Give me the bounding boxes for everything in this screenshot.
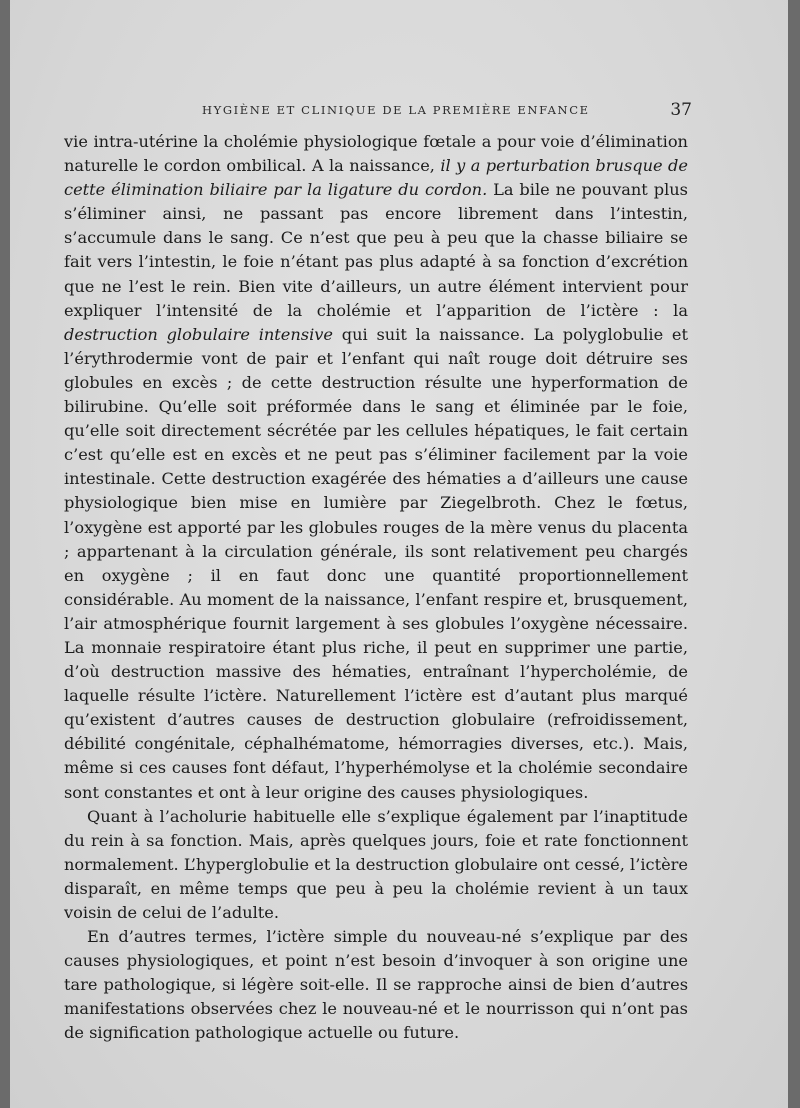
book-page — [10, 0, 788, 1108]
running-title: HYGIÈNE ET CLINIQUE DE LA PREMIÈRE ENFANCE — [202, 103, 590, 117]
text-run: vie intra-utérine la cholémie physiologique fœtale a pour voie d’élimination naturelle le cordon ombilical. A la naissance, — [64, 132, 688, 176]
text-run: qui suit la naissance. La polyglobulie et l’érythrodermie vont de pair et l’enfant qui naît rouge doit détruire ses globules en excès ; de cette destruction résulte une hyperformation de bilirubine. Qu’elle soit préformée dans le sang et éliminée par le foie, qu’elle soit directement sécrétée par les cellules hépatiques, le fait certain c’est qu’elle est en excès et ne peut pas s’éliminer facilement par la voie intestinale. Cette destruction exagérée des hématies a d’ailleurs une cause physiologique bien mise en lumière par Ziegelbroth. Chez le fœtus, l’oxygène est apporté par les globules rouges de la mère venus du placenta ; appartenant à la circulation générale, ils sont relativement peu chargés en oxygène ; il en faut donc une quantité proportionnellement considérable. Au moment de la naissance, l’enfant respire et, brusquement, l’air atmosphérique fournit largement à ses globules l’oxygène nécessaire. La monnaie respiratoire étant plus riche, il peut en supprimer une partie, d’où destruction massive des hématies, entraînant l’hypercholémie, de laquelle résulte l’ictère. Naturellement l’ictère est d’autant plus marqué qu’existent d’autres causes de destruction globulaire (refroidissement, débilité congénitale, céphalhématome, hémorragies diverses, etc.). Mais, même si ces causes font défaut, l’hyperhémolyse et la cholémie secondaire sont constantes et ont à leur origine des causes physiologiques. — [64, 324, 688, 802]
running-head — [62, 100, 692, 120]
page-number: 37 — [670, 100, 692, 120]
paragraph-3 — [64, 925, 688, 1045]
body-text — [64, 130, 688, 1046]
text-run: Quant à l’acholurie habituelle elle s’explique également par l’inaptitude du rein à sa fonction. Mais, après quelques jours, foie et rate fonctionnent normalement. L’hyperglobulie et la destruction globulaire ont cessé, l’ictère disparaît, en même temps que peu à peu la cholémie revient à un taux voisin de celui de l’adulte. — [64, 806, 688, 922]
paragraph-2 — [64, 805, 688, 925]
paragraph-1 — [64, 130, 688, 805]
italic-run: il y a perturbation brusque de cette élimination biliaire par la ligature du cordon. — [64, 156, 688, 200]
text-run: La bile ne pouvant plus s’éliminer ainsi, ne passant pas encore librement dans l’intestin, s’accumule dans le sang. Ce n’est que peu à peu que la chasse biliaire se fait vers l’intestin, le foie n’étant pas plus adapté à sa fonction d’excrétion que ne l’est le rein. Bien vite d’ailleurs, un autre élément intervient pour expliquer l’intensité de la cholémie et l’apparition de l’ictère : la — [64, 180, 688, 320]
text-run: En d’autres termes, l’ictère simple du nouveau-né s’explique par des causes physiologiques, et point n’est besoin d’invoquer à son origine une tare pathologique, si légère soit-elle. Il se rapproche ainsi de bien d’autres manifestations observées chez le nouveau-né et le nourrisson qui n’ont pas de signification pathologique actuelle ou future. — [64, 927, 688, 1043]
italic-run: destruction globulaire intensive — [64, 324, 334, 344]
